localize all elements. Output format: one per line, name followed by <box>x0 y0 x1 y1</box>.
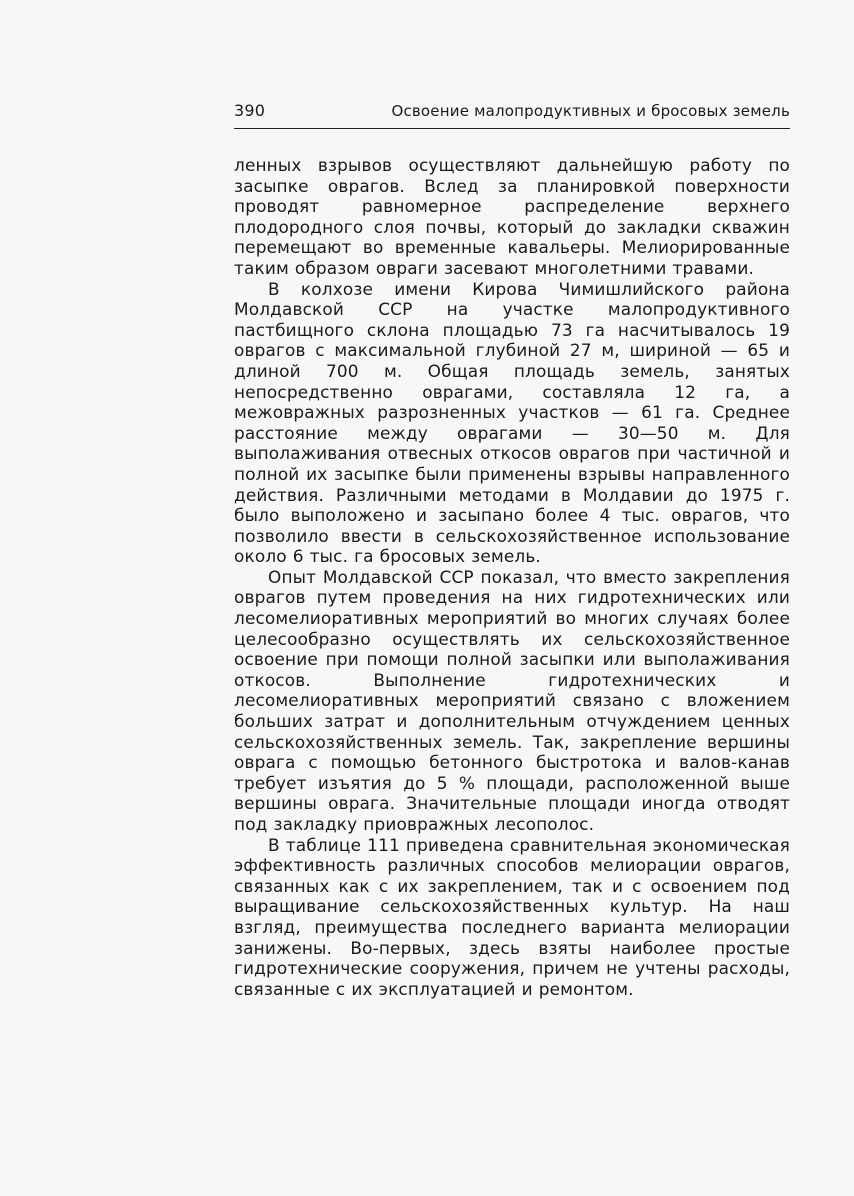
paragraph-moldavian-experience: Опыт Молдавской ССР показал, что вместо закрепления оврагов путем проведения на них гидротехнических или лесомелиоративных мероприятий во многих случаях более целесообразно осуществлять их сельскохозяйственное освоение при помощи полной засыпки или выполаживания откосов. Выполнение гидротехнических и лесомелиоративных мероприятий связано с вложением больших затрат и дополнительным отчуждением ценных сельскохозяйственных земель. Так, закрепление вершины оврага с помощью бетонного быстротока и валов-канав требует изъятия до 5 % площади, расположенной выше вершины оврага. Значительные площади иногда отводят под закладку приовражных лесополос. <box>234 566 790 834</box>
paragraph-continuation: ленных взрывов осуществляют дальнейшую работу по засыпке оврагов. Вслед за планировкой поверхности проводят равномерное распределение верхнего плодородного слоя почвы, который до закладки скважин перемещают во временные кавальеры. Мелиорированные таким образом овраги засевают многолетними травами. <box>234 155 790 278</box>
paragraph-table-111: В таблице 111 приведена сравнительная экономическая эффективность различных способов мелиорации оврагов, связанных как с их закреплением, так и с освоением под выращивание сельскохозяйственных культур. На наш взгляд, преимущества последнего варианта мелиорации занижены. Во-первых, здесь взяты наиболее простые гидротехнические сооружения, причем не учтены расходы, связанные с их эксплуатацией и ремонтом. <box>234 834 790 999</box>
page-number: 390 <box>234 101 266 120</box>
body-text <box>234 155 790 999</box>
book-page <box>234 100 790 999</box>
running-title: Освоение малопродуктивных и бросовых земель <box>391 102 790 120</box>
running-header <box>234 100 790 129</box>
paragraph-kirov-kolkhoz: В колхозе имени Кирова Чимишлийского района Молдавской ССР на участке малопродуктивного пастбищного склона площадью 73 га насчитывалось 19 оврагов с максимальной глубиной 27 м, шириной — 65 и длиной 700 м. Общая площадь земель, занятых непосредственно оврагами, составляла 12 га, а межовражных разрозненных участков — 61 га. Среднее расстояние между оврагами — 30—50 м. Для выполаживания отвесных откосов оврагов при частичной и полной их засыпке были применены взрывы направленного действия. Различными методами в Молдавии до 1975 г. было выположено и засыпано более 4 тыс. оврагов, что позволило ввести в сельскохозяйственное использование около 6 тыс. га бросовых земель. <box>234 278 790 567</box>
